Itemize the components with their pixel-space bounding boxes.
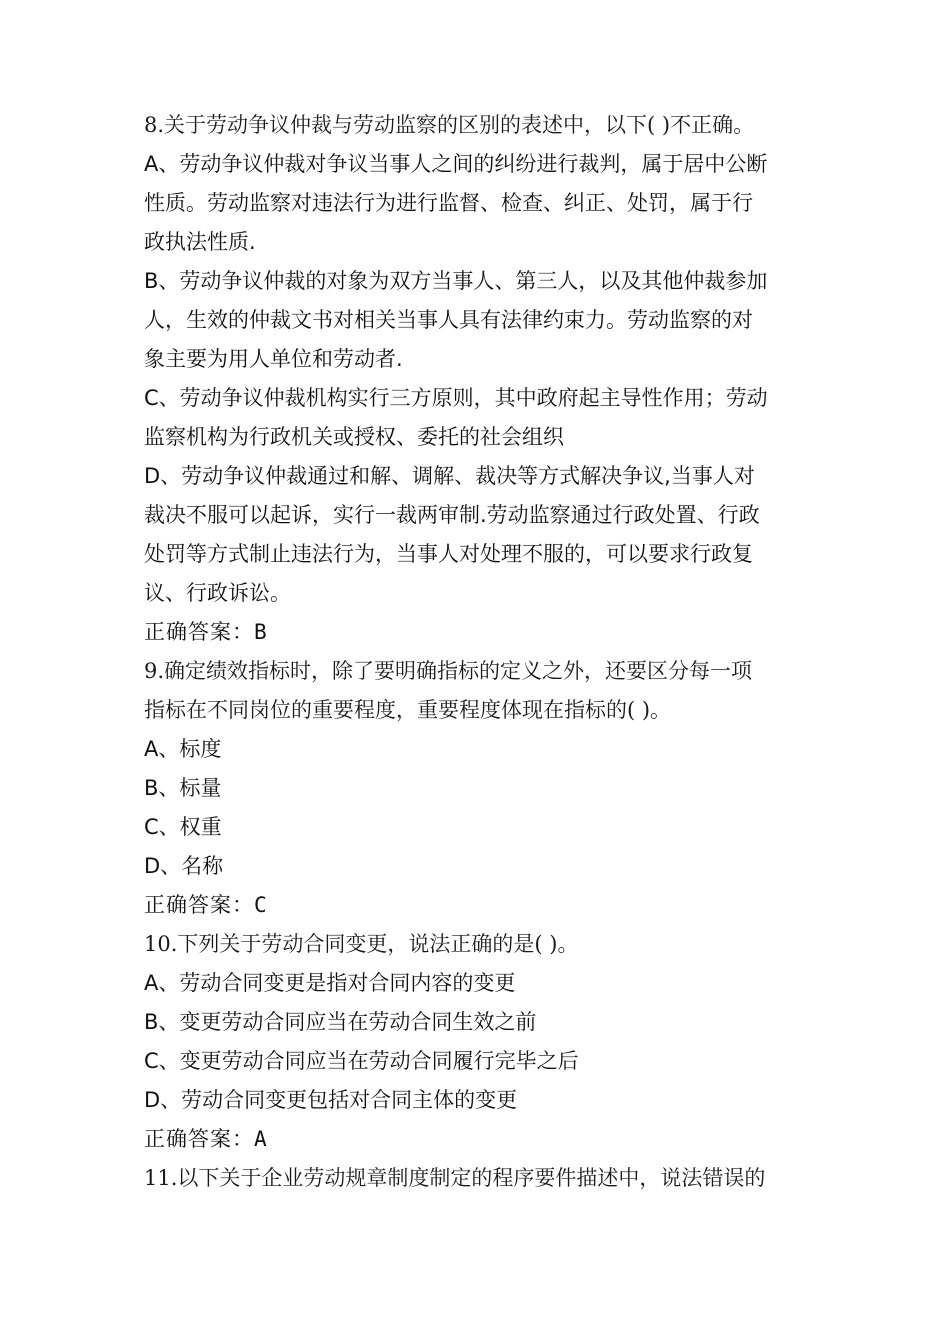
option-a: A、标度 [144,737,222,761]
option-line: C、劳动争议仲裁机构实行三方原则，其中政府起主导性作用；劳动 [144,386,768,410]
option-d: D、名称 [144,854,224,878]
option-line: 象主要为用人单位和劳动者. [144,347,403,371]
question-stem: 9.确定绩效指标时，除了要明确指标的定义之外，还要区分每一项 [144,659,753,683]
option-line: D、劳动争议仲裁通过和解、调解、裁决等方式解决争议,当事人对 [144,464,755,488]
correct-answer: 正确答案：C [144,893,268,917]
question-stem: 指标在不同岗位的重要程度，重要程度体现在指标的( )。 [144,698,672,722]
option-line: 裁决不服可以起诉，实行一裁两审制.劳动监察通过行政处置、行政 [144,503,760,527]
document-page [144,106,814,1198]
option-line: 处罚等方式制止违法行为，当事人对处理不服的，可以要求行政复 [144,542,753,566]
correct-answer: 正确答案：A [144,1127,268,1151]
option-b: B、变更劳动合同应当在劳动合同生效之前 [144,1010,537,1034]
option-line: 议、行政诉讼。 [144,581,291,605]
option-line: B、劳动争议仲裁的对象为双方当事人、第三人，以及其他仲裁参加 [144,269,768,293]
option-line: A、劳动争议仲裁对争议当事人之间的纠纷进行裁判，属于居中公断 [144,152,768,176]
option-b: B、标量 [144,776,222,800]
option-c: C、变更劳动合同应当在劳动合同履行完毕之后 [144,1049,579,1073]
option-line: 监察机构为行政机关或授权、委托的社会组织 [144,425,564,449]
option-c: C、权重 [144,815,222,839]
question-stem: 8.关于劳动争议仲裁与劳动监察的区别的表述中，以下( )不正确。 [144,113,755,137]
option-line: 性质。劳动监察对违法行为进行监督、检查、纠正、处罚，属于行 [144,191,753,215]
option-a: A、劳动合同变更是指对合同内容的变更 [144,971,516,995]
correct-answer: 正确答案：B [144,620,268,644]
option-line: 人，生效的仲裁文书对相关当事人具有法律约束力。劳动监察的对 [144,308,753,332]
option-line: 政执法性质. [144,230,256,254]
question-9 [144,652,814,925]
question-11 [144,1159,814,1198]
question-stem: 10.下列关于劳动合同变更，说法正确的是( )。 [144,932,579,956]
option-d: D、劳动合同变更包括对合同主体的变更 [144,1088,518,1112]
question-10 [144,925,814,1159]
question-stem: 11.以下关于企业劳动规章制度制定的程序要件描述中，说法错误的 [144,1166,766,1190]
question-8 [144,106,814,652]
